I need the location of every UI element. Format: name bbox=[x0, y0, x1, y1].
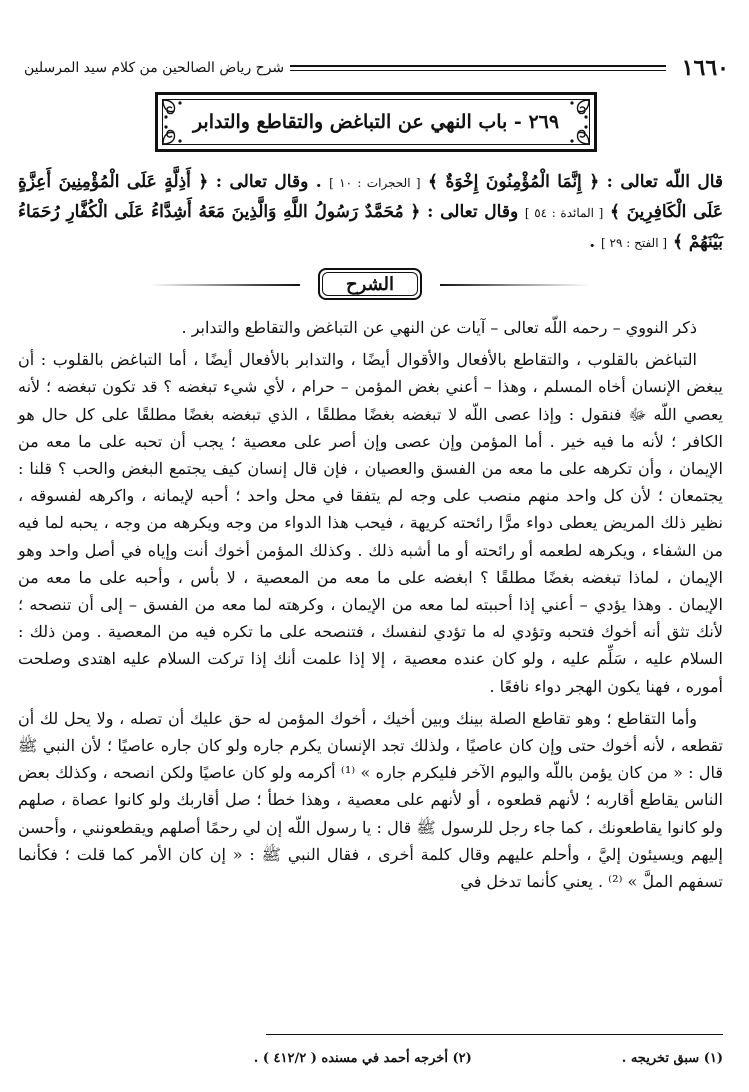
chapter-title: ٢٦٩ - باب النهي عن التباغض والتقاطع والتدابر bbox=[192, 111, 560, 133]
corner-ornament-icon bbox=[160, 117, 190, 147]
paragraph-tabaghud: التباغض بالقلوب ، والتقاطع بالأفعال والأقوال أيضًا ، والتدابر بالأفعال أيضًا ، أما التباغض بالقلوب : أن يبغض الإنسان أخاه المسلم ، وهذا – أعني بغض المؤمن – حرام ، لأي شيء تبغضه ؟ قد تكون تبغضه ؛ لأنه يعصي اللّه ﷻ فنقول : وإذا عصى اللّه لا تبغضه بغضًا مطلقًا ، الذي تبغضه بغضًا مطلقًا على كل حال هو الكافر ؛ لأنه ما فيه خير . أما المؤمن وإن عصى وإن أصر على معصية ؛ يجب أن تحبه على ما معه من الإيمان ، وأن تكرهه على ما معه من الفسق والعصيان ، فإن قال إنسان كيف يجتمع البغض والحب ؟ قلنا : يجتمعان ؛ لأن كل واحد منهم منصب على وجه لم يتفقا في محل واحد ؛ أحبه لإيمانه ، واكرهه لفسوقه ، نظير ذلك المريض يعطى دواء مرًّا رائحته كريهة ، فيحب هذا الدواء من وجه ويكرهه من وجه ، يحبه لما فيه من الشفاء ، ويكرهه لطعمه أو رائحته أو ما أشبه ذلك . وكذلك المؤمن أخوك أنت وإياه في أصل واحد وهو الإيمان ، لماذا تبغضه بغضًا مطلقًا ؟ ابغضه على ما معه من المعصية ، لا بأس ، وأحبه على ما معه من الإيمان . وهذا يؤدي – أعني إذا أحببته لما معه من الإيمان ، وكرهته لما معه من الفسق – إلى أن تنصحه ؛ لأنك تثق أنه أخوك فتحبه وتؤدي له ما تؤدي لنفسك ، فتنصحه على ما تكره فيه من المعصية . ومن ذلك : السلام عليه ، سَلِّم عليه ، ولو كان عنده معصية ، إلا إذا علمت أنك إذا تركت السلام عليه اهتدى وصلحت أموره ، فهنا يكون الهجر دواء نافعًا . bbox=[18, 350, 724, 696]
verse-intro: قال اللّه تعالى : bbox=[606, 172, 724, 192]
verse-end: . bbox=[589, 232, 596, 252]
sharh-label-box bbox=[318, 268, 422, 300]
verse-reference-maidah: [ المائدة : ٥٤ ] bbox=[524, 206, 604, 220]
header-rule bbox=[290, 65, 666, 71]
corner-ornament-icon bbox=[562, 117, 592, 147]
quran-verse-fath: ﴿ مُحَمَّدٌ رَسُولُ اللَّهِ وَالَّذِينَ مَعَهُ أَشِدَّاءُ عَلَى الْكُفَّارِ رُحَمَاءُ بَيْنَهُمْ ﴾ bbox=[18, 202, 723, 252]
sharh-label: الشرح bbox=[345, 273, 395, 295]
quran-verse-hujurat: ﴿ إِنَّمَا الْمُؤْمِنُونَ إِخْوَةٌ ﴾ bbox=[428, 172, 600, 192]
chapter-heading-frame bbox=[155, 92, 597, 152]
verse-reference-hujurat: [ الحجرات : ١٠ ] bbox=[329, 176, 421, 190]
footnotes bbox=[20, 1044, 723, 1072]
chapter-heading-inner bbox=[162, 99, 590, 145]
paragraph-intro: ذكر النووي – رحمه اللّه تعالى – آيات عن النهي عن التباغض والتقاطع والتدابر . bbox=[181, 318, 697, 337]
footnote-2: (٢) أخرجه أحمد في مسنده ( ٤١٢/٢ ) . bbox=[253, 1050, 472, 1066]
commentary-body bbox=[18, 314, 723, 895]
verse-connector: . وقال تعالى : bbox=[215, 172, 322, 192]
quran-verse-maidah: ﴿ أَذِلَّةٍ عَلَى الْمُؤْمِنِينَ أَعِزَّةٍ عَلَى الْكَافِرِينَ ﴾ bbox=[18, 172, 724, 222]
page-number: ١٦٦٠ bbox=[681, 55, 729, 81]
book-title: شرح رياض الصالحين من كلام سيد المرسلين bbox=[24, 60, 285, 76]
verse-connector: وقال تعالى : bbox=[427, 202, 519, 222]
paragraph-taqatu: وأما التقاطع ؛ وهو تقاطع الصلة بينك وبين أخيك ، أخوك المؤمن له حق عليك أن تصله ، ولا يحل لك أن تقطعه ، لأنه أخوك حتى وإن كان عاصيًا ، ولذلك تجد الإنسان يكرم جاره ولو كان جاره عاصيًا ؛ لأن النبي ﷺ قال : « من كان يؤمن باللّه واليوم الآخر فليكرم جاره » ⁽¹⁾ أكرمه ولو كان عاصيًا ولكن انصحه ، وكذلك بعض الناس يقاطع أقاربه ؛ لأنهم قطعوه ، أو لأنهم على معصية ، وهذا خطأ ؛ صل أقاربك ولو كانوا عصاة ، صلهم ولو كانوا يقاطعونك ، كما جاء رجل للرسول ﷺ قال : يا رسول اللّه إن لي رحمًا أصلهم ويقطعونني ، وأحسن إليهم ويسيئون إليَّ ، وأحلم عليهم وقال كلمة أخرى ، فقال النبي ﷺ : « إن كان الأمر كما قلت ؛ فكأنما تسفهم الملَّ » ⁽²⁾ . يعني كأنما تدخل في bbox=[18, 708, 723, 892]
verse-reference-fath: [ الفتح : ٢٩ ] bbox=[601, 236, 668, 250]
quran-verses bbox=[18, 168, 723, 258]
divider-line bbox=[150, 284, 300, 286]
sharh-heading bbox=[150, 268, 590, 302]
running-header bbox=[24, 50, 729, 86]
footnote-separator bbox=[266, 1034, 723, 1035]
divider-line bbox=[440, 284, 590, 286]
footnote-1: (١) سبق تخريجه . bbox=[621, 1050, 723, 1066]
